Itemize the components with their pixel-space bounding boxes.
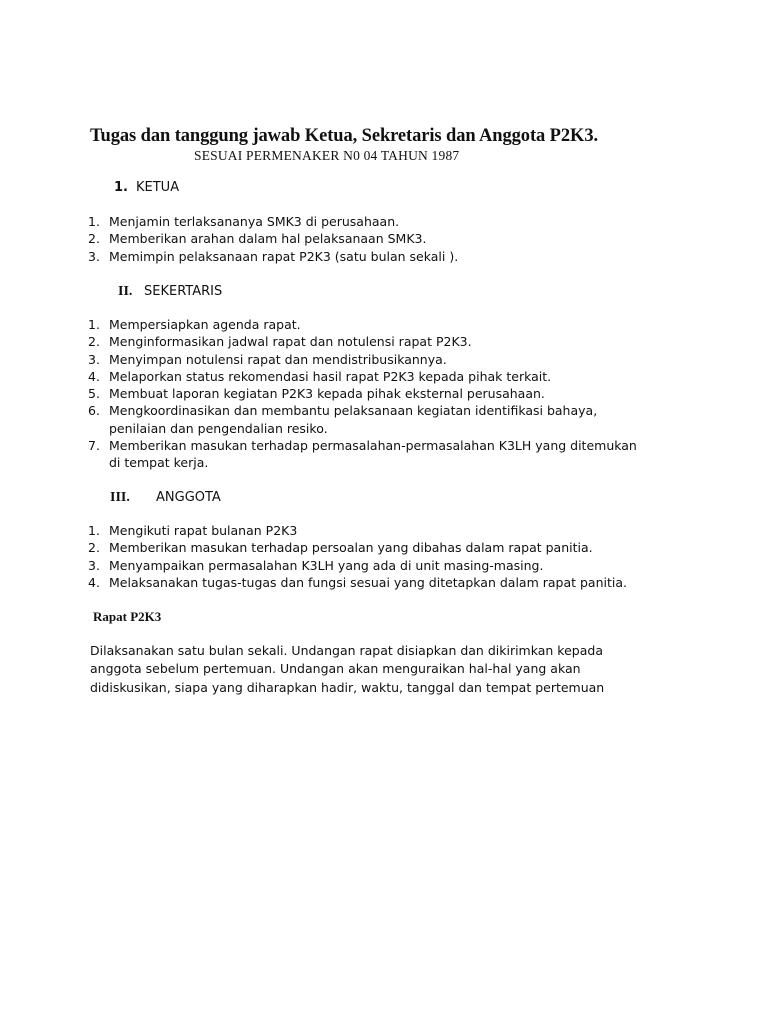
- list-item: 6. Mengkoordinasikan dan membantu pelaksanaan kegiatan identifikasi bahaya, penilaian dan pengendalian resiko.: [88, 403, 598, 436]
- list-item: 1. Mengikuti rapat bulanan P2K3: [88, 523, 298, 538]
- list-item: 1. Menjamin terlaksananya SMK3 di perusahaan.: [88, 214, 400, 229]
- section-heading-sekertaris: [118, 283, 222, 300]
- list-item: 2. Menginformasikan jadwal rapat dan notulensi rapat P2K3.: [88, 334, 472, 350]
- sekertaris-duty-list: [88, 316, 648, 472]
- list-item: 3. Menyampaikan permasalahan K3LH yang ada di unit masing-masing.: [88, 557, 544, 573]
- list-item: 3. Menyimpan notulensi rapat dan mendistribusikannya.: [88, 351, 447, 367]
- list-item: 2. Memberikan arahan dalam hal pelaksanaan SMK3.: [88, 231, 427, 247]
- section-label: SEKERTARIS: [144, 284, 223, 299]
- section-heading-ketua: [114, 180, 179, 195]
- list-item: 4. Melaksanakan tugas-tugas dan fungsi sesuai yang ditetapkan dalam rapat panitia.: [88, 574, 627, 590]
- list-item: 4. Melaporkan status rekomendasi hasil rapat P2K3 kepada pihak terkait.: [88, 368, 552, 384]
- rapat-paragraph: Dilaksanakan satu bulan sekali. Undangan rapat disiapkan dan dikirimkan kepada anggota sebelum pertemuan. Undangan akan menguraikan hal-hal yang akan didiskusikan, siapa yang diharapkan hadir, waktu, tanggal dan tempat pertemuan: [90, 643, 605, 695]
- document-subtitle: SESUAI PERMENAKER N0 04 TAHUN 1987: [194, 148, 460, 163]
- ketua-duty-list: [88, 213, 648, 265]
- list-item: 3. Memimpin pelaksanaan rapat P2K3 (satu bulan sekali ).: [88, 248, 459, 264]
- document-title: Tugas dan tanggung jawab Ketua, Sekretaris dan Anggota P2K3.: [90, 126, 598, 146]
- section-number: II.: [118, 284, 133, 299]
- rapat-heading: Rapat P2K3: [93, 609, 162, 624]
- section-heading-anggota: [110, 489, 221, 506]
- list-item: 7. Memberikan masukan terhadap permasalahan-permasalahan K3LH yang ditemukan di tempat kerja.: [88, 438, 637, 471]
- section-number: 1.: [114, 180, 128, 195]
- section-label: ANGGOTA: [156, 490, 221, 505]
- anggota-duty-list: [88, 522, 648, 591]
- list-item: 5. Membuat laporan kegiatan P2K3 kepada pihak eksternal perusahaan.: [88, 386, 545, 402]
- section-label: KETUA: [136, 180, 180, 195]
- section-number: III.: [110, 490, 130, 505]
- list-item: 2. Memberikan masukan terhadap persoalan yang dibahas dalam rapat panitia.: [88, 540, 593, 556]
- list-item: 1. Mempersiapkan agenda rapat.: [88, 317, 301, 332]
